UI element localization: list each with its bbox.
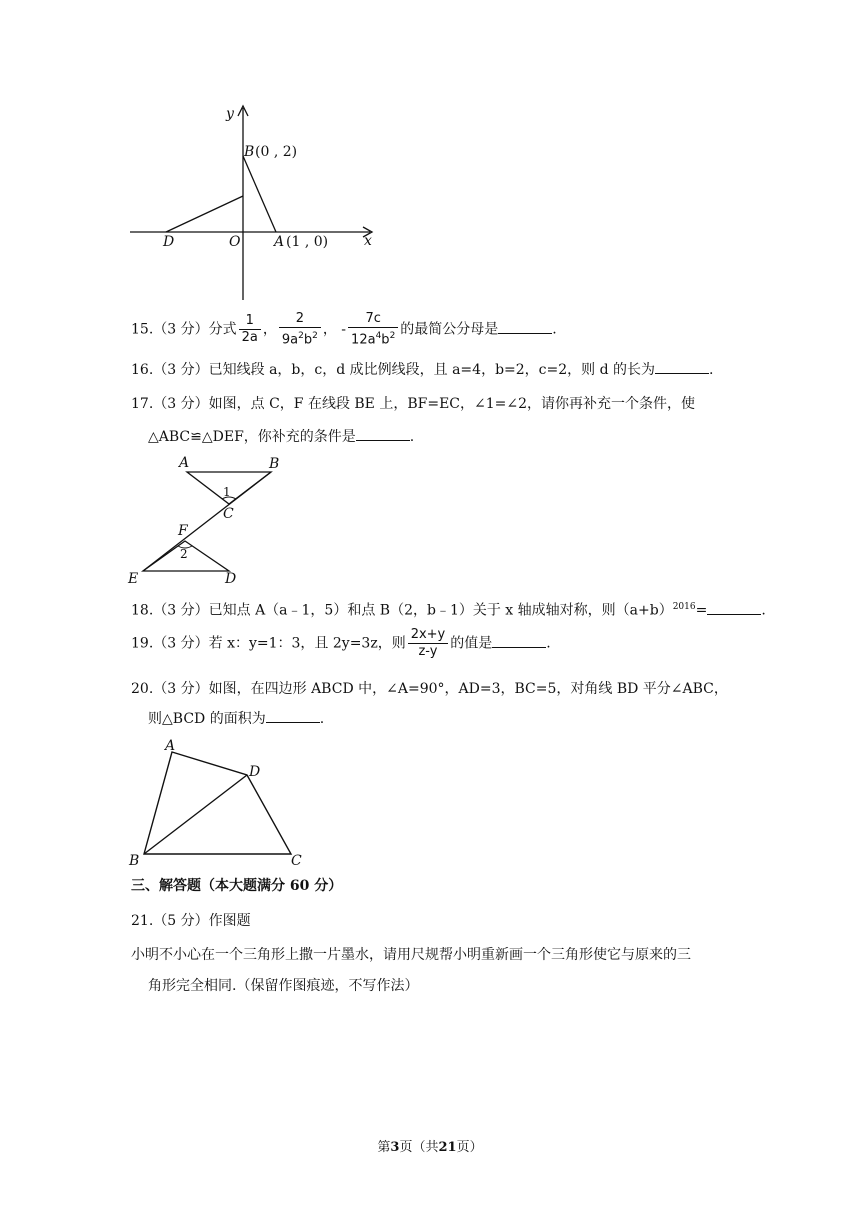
segment-D-to-y-axis [166,196,243,232]
q19-fraction [408,627,449,660]
point-A-coord: (1 , 0) [286,234,329,250]
fraction-3 [348,311,398,348]
question-16: 16.（3 分）已知线段 a，b，c，d 成比例线段，且 a=4，b=2，c=2，则 d 的长为 . [131,362,714,378]
diagonal-BD [144,775,247,854]
label-angle-1: 1 [223,485,231,499]
question-21-line-2: 角形完全相同.（保留作图痕迹，不写作法） [148,978,419,994]
quadrilateral-figure [125,735,315,870]
q19-numerator: 2x+y [408,627,449,644]
fraction-1-numerator: 1 [239,313,261,330]
point-D-label: D [163,234,175,250]
page-footer: 第3页（共21页） [377,1140,483,1155]
q17-line1: 17.（3 分）如图，点 C，F 在线段 BE 上，BF=EC，∠1=∠2，请你再补充一个条件，使 [131,396,696,412]
page-number: 3 [390,1140,400,1155]
triangles-figure [125,452,285,588]
label-C: C [291,853,302,869]
fraction-3-numerator: 7c [348,311,398,328]
q19-denominator: z-y [418,644,438,659]
fraction-2 [279,311,321,348]
point-B-coord: (0 , 2) [255,144,298,160]
label-C: C [223,506,234,522]
label-A: A [165,738,176,754]
page-total: 21 [438,1140,457,1155]
segment-AB [243,156,276,232]
question-18: 18.（3 分）已知点 A（a﹣1，5）和点 B（2，b﹣1）关于 x 轴成轴对称，则$(a+b)^{2016}=$ . [131,602,766,619]
label-F: F [178,523,188,539]
answer-blank-17[interactable] [356,428,410,441]
point-B-label: B [244,144,255,160]
label-E: E [128,571,139,587]
y-label: y [226,106,234,122]
q19-suffix: 的值是 [450,635,493,652]
q18-text: 18.（3 分）已知点 A（a﹣1，5）和点 B（2，b﹣1）关于 x 轴成轴对称，则（a+b） [131,602,673,619]
quadrilateral-ABCD [144,752,291,854]
q19-prefix: 19.（3 分）若 x：y=1：3，且 2y=3z，则 [131,635,406,652]
question-20-line-1 [131,679,728,699]
answer-blank-19[interactable] [492,635,546,648]
label-B: B [129,853,140,869]
q18-exponent: 2016 [672,602,696,612]
answer-blank-20[interactable] [266,710,320,723]
question-15: 15.（3 分）分式 $\frac{1}{2a}$ ， $\frac{2}{9a^2b^2}$ ， - $\frac{7c}{12a^4b^2}$ 的最简公分母是 . [131,311,557,348]
origin-label: O [229,234,241,250]
question-17-line-1 [131,394,695,414]
coordinate-figure [125,100,385,305]
label-A: A [179,455,190,471]
q17-line2: △ABC≌△DEF，你补充的条件是 [148,429,356,445]
answer-blank-16[interactable] [655,361,709,374]
q15-suffix: 的最简公分母是 [400,321,499,338]
answer-blank-15[interactable] [498,321,552,334]
fraction-1 [239,313,261,346]
fraction-1-denominator: 2a [241,330,258,346]
question-21-line-1: 小明不小心在一个三角形上撒一片墨水，请用尺规帮小明重新画一个三角形使它与原来的三 [131,947,691,963]
q15-separator-1: ， [262,321,277,338]
fraction-2-numerator: 2 [279,311,321,328]
fraction-3-denominator: $12a^4b^2$ [351,331,396,348]
question-17-line-2: △ABC≌△DEF，你补充的条件是 . [148,429,415,445]
question-19: 19.（3 分）若 x：y=1：3，且 2y=3z，则 $\frac{2x+y}{z-y}$ 的值是 . [131,627,551,659]
answer-blank-18[interactable] [707,602,761,615]
fraction-2-denominator: $9a^2b^2$ [281,331,318,348]
q20-line1: 20.（3 分）如图，在四边形 ABCD 中，∠A=90°，AD=3，BC=5，对角线 BD 平分∠ABC， [131,681,728,697]
q15-prefix: 15.（3 分）分式 [131,321,237,338]
label-angle-2: 2 [180,547,188,561]
point-A-label: A [274,234,285,250]
label-D: D [249,764,261,780]
x-label: x [364,233,372,249]
label-B: B [269,456,280,472]
q15-separator-2: ， - [322,321,347,338]
q16-text: 16.（3 分）已知线段 a，b，c，d 成比例线段，且 a=4，b=2，c=2，则 d 的长为 [131,362,656,378]
section-3-heading: 三、解答题（本大题满分 60 分） [131,878,343,894]
question-21-title: 21.（5 分）作图题 [131,913,251,929]
label-D: D [225,571,237,587]
question-20-line-2: 则△BCD 的面积为 . [148,711,325,727]
q20-line2: 则△BCD 的面积为 [148,711,266,727]
